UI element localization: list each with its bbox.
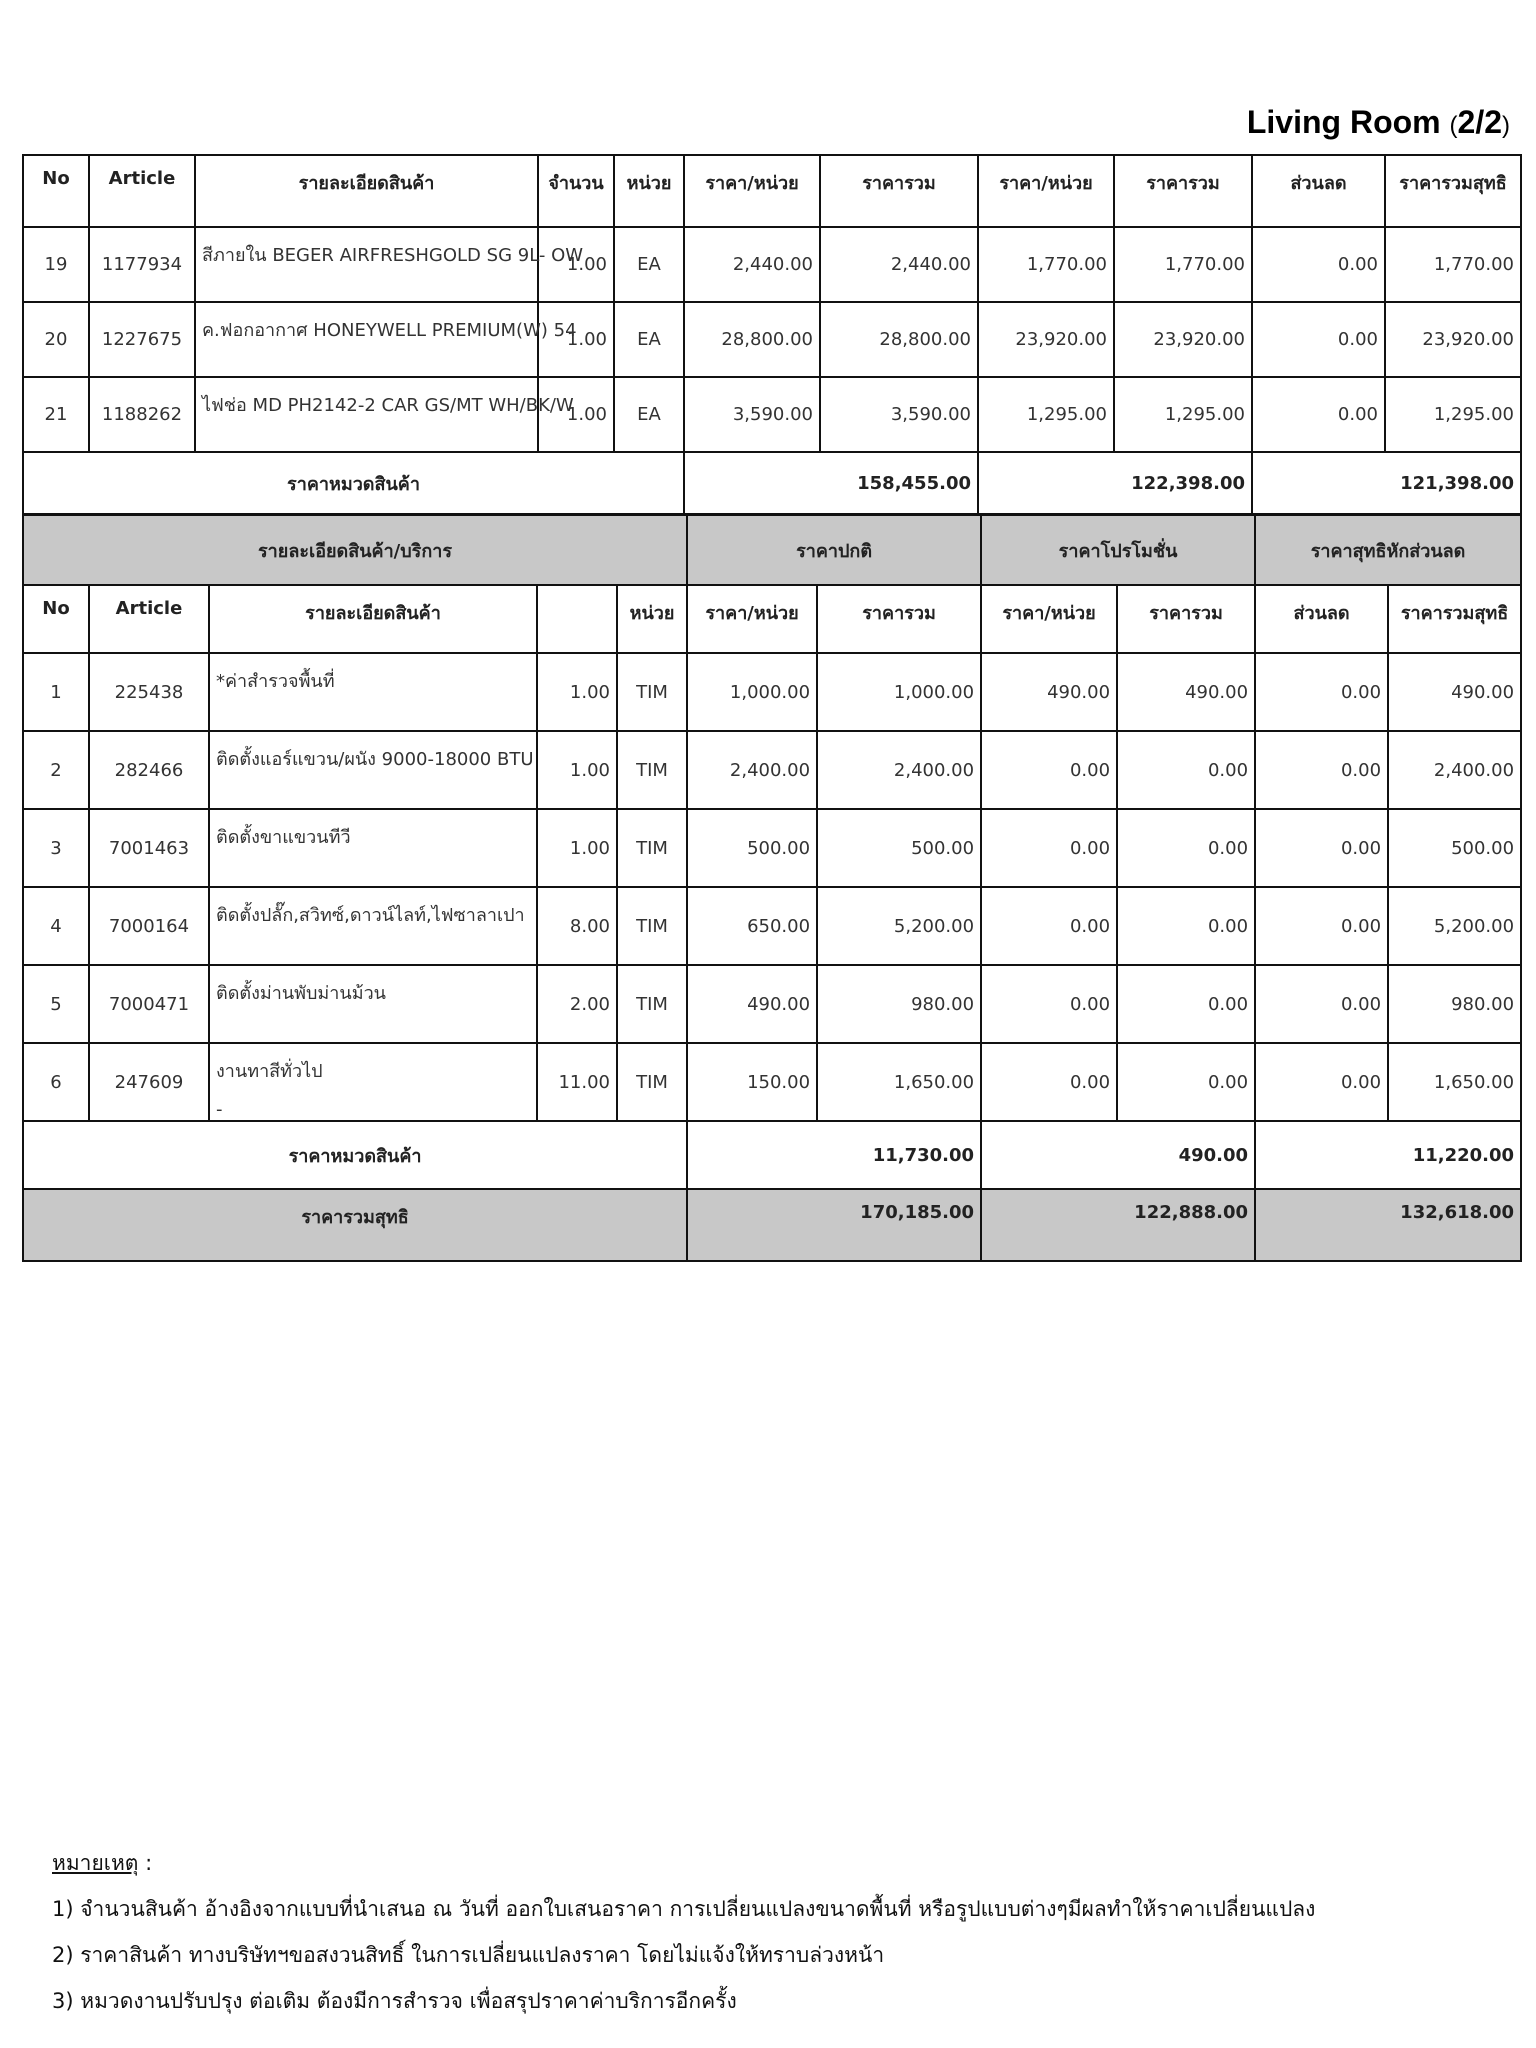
row-desc-line1: งานทาสีทั่วไป <box>216 1061 323 1082</box>
row-promo-total: 0.00 <box>1117 731 1255 809</box>
row-discount: 0.00 <box>1252 377 1385 452</box>
table-row <box>23 1043 1521 1121</box>
header-promo-unit-price: ราคา/หน่วย <box>978 155 1114 227</box>
header-discount: ส่วนลด <box>1255 585 1388 653</box>
title-main: Living Room <box>1246 104 1441 140</box>
row-desc <box>209 1043 537 1121</box>
row-promo-price: 23,920.00 <box>978 302 1114 377</box>
row-promo-total: 0.00 <box>1117 1043 1255 1121</box>
row-total: 1,000.00 <box>817 653 981 731</box>
row-total: 980.00 <box>817 965 981 1043</box>
header-desc: รายละเอียดสินค้า <box>209 585 537 653</box>
row-net: 1,650.00 <box>1388 1043 1521 1121</box>
header-unit-price: ราคา/หน่วย <box>687 585 817 653</box>
section-desc-header: รายละเอียดสินค้า/บริการ <box>23 515 687 585</box>
product-subtotal-label: ราคาหมวดสินค้า <box>23 452 684 514</box>
row-price: 2,440.00 <box>684 227 820 302</box>
header-total: ราคารวม <box>820 155 978 227</box>
header-qty-blank <box>537 585 617 653</box>
section-promo-header: ราคาโปรโมชั่น <box>981 515 1255 585</box>
row-promo-price: 0.00 <box>981 1043 1117 1121</box>
table-row <box>23 731 1521 809</box>
header-discount: ส่วนลด <box>1252 155 1385 227</box>
table-row <box>23 302 1521 377</box>
row-unit: TIM <box>617 887 687 965</box>
header-unit: หน่วย <box>617 585 687 653</box>
row-net: 490.00 <box>1388 653 1521 731</box>
row-price: 28,800.00 <box>684 302 820 377</box>
row-desc-line2: - <box>216 1099 223 1120</box>
table-row <box>23 965 1521 1043</box>
row-unit: TIM <box>617 653 687 731</box>
row-qty: 1.00 <box>537 653 617 731</box>
row-unit: TIM <box>617 965 687 1043</box>
row-net: 23,920.00 <box>1385 302 1521 377</box>
notes-colon: : <box>138 1851 153 1875</box>
row-no: 3 <box>23 809 89 887</box>
row-article: 1188262 <box>89 377 195 452</box>
row-total: 1,650.00 <box>817 1043 981 1121</box>
table-row <box>23 809 1521 887</box>
service-subtotal-regular: 11,730.00 <box>687 1121 981 1189</box>
row-qty: 11.00 <box>537 1043 617 1121</box>
note-line: 1) จำนวนสินค้า อ้างอิงจากแบบที่นำเสนอ ณ วันที่ ออกใบเสนอราคา การเปลี่ยนแปลงขนาดพื้นที่ หรือรูปแบบต่างๆมีผลทำให้ราคาเปลี่ยนแปลง <box>52 1897 1316 1921</box>
row-unit: TIM <box>617 1043 687 1121</box>
row-no: 21 <box>23 377 89 452</box>
row-article: 247609 <box>89 1043 209 1121</box>
row-qty: 1.00 <box>538 302 614 377</box>
row-promo-price: 490.00 <box>981 653 1117 731</box>
service-table <box>22 514 1522 1262</box>
product-table <box>22 154 1522 515</box>
service-subtotal-promo: 490.00 <box>981 1121 1255 1189</box>
row-unit: EA <box>614 302 684 377</box>
row-promo-total: 1,295.00 <box>1114 377 1252 452</box>
row-no: 5 <box>23 965 89 1043</box>
header-no: No <box>23 155 89 227</box>
row-promo-total: 1,770.00 <box>1114 227 1252 302</box>
title-page: 2/2 <box>1457 104 1502 140</box>
row-qty: 1.00 <box>538 377 614 452</box>
row-price: 150.00 <box>687 1043 817 1121</box>
product-subtotal-row <box>23 452 1521 514</box>
table-row <box>23 887 1521 965</box>
grand-total-promo: 122,888.00 <box>981 1189 1255 1261</box>
row-promo-price: 1,295.00 <box>978 377 1114 452</box>
row-price: 500.00 <box>687 809 817 887</box>
header-promo-total: ราคารวม <box>1117 585 1255 653</box>
row-desc: ไฟช่อ MD PH2142-2 CAR GS/MT WH/BK/W <box>195 377 538 452</box>
row-desc: ติดตั้งปลั๊ก,สวิทซ์,ดาวน์ไลท์,ไฟซาลาเปา <box>209 887 537 965</box>
row-promo-price: 0.00 <box>981 965 1117 1043</box>
row-qty: 8.00 <box>537 887 617 965</box>
row-article: 7000471 <box>89 965 209 1043</box>
header-total: ราคารวม <box>817 585 981 653</box>
row-no: 1 <box>23 653 89 731</box>
row-promo-total: 0.00 <box>1117 965 1255 1043</box>
header-promo-unit-price: ราคา/หน่วย <box>981 585 1117 653</box>
row-net: 1,770.00 <box>1385 227 1521 302</box>
row-total: 2,400.00 <box>817 731 981 809</box>
row-discount: 0.00 <box>1255 1043 1388 1121</box>
grand-total-regular: 170,185.00 <box>687 1189 981 1261</box>
row-unit: EA <box>614 227 684 302</box>
row-unit: EA <box>614 377 684 452</box>
row-net: 1,295.00 <box>1385 377 1521 452</box>
row-price: 650.00 <box>687 887 817 965</box>
row-article: 7001463 <box>89 809 209 887</box>
product-subtotal-net: 121,398.00 <box>1252 452 1521 514</box>
row-total: 2,440.00 <box>820 227 978 302</box>
row-article: 7000164 <box>89 887 209 965</box>
product-subtotal-promo: 122,398.00 <box>978 452 1252 514</box>
service-subtotal-label: ราคาหมวดสินค้า <box>23 1121 687 1189</box>
row-discount: 0.00 <box>1255 731 1388 809</box>
row-discount: 0.00 <box>1255 653 1388 731</box>
row-total: 500.00 <box>817 809 981 887</box>
section-regular-header: ราคาปกติ <box>687 515 981 585</box>
page-title: Living Room (2/2) <box>1246 104 1510 140</box>
header-no: No <box>23 585 89 653</box>
grand-total-label: ราคารวมสุทธิ <box>23 1189 687 1261</box>
row-qty: 1.00 <box>537 809 617 887</box>
row-price: 490.00 <box>687 965 817 1043</box>
header-promo-total: ราคารวม <box>1114 155 1252 227</box>
header-desc: รายละเอียดสินค้า <box>195 155 538 227</box>
row-discount: 0.00 <box>1252 227 1385 302</box>
header-article: Article <box>89 585 209 653</box>
row-qty: 2.00 <box>537 965 617 1043</box>
row-discount: 0.00 <box>1252 302 1385 377</box>
row-discount: 0.00 <box>1255 809 1388 887</box>
header-unit: หน่วย <box>614 155 684 227</box>
row-no: 20 <box>23 302 89 377</box>
row-promo-total: 23,920.00 <box>1114 302 1252 377</box>
header-net-total: ราคารวมสุทธิ <box>1385 155 1521 227</box>
product-header-row <box>23 155 1521 227</box>
row-desc: *ค่าสำรวจพื้นที่ <box>209 653 537 731</box>
header-unit-price: ราคา/หน่วย <box>684 155 820 227</box>
row-desc: สีภายใน BEGER AIRFRESHGOLD SG 9L- OW <box>195 227 538 302</box>
row-net: 500.00 <box>1388 809 1521 887</box>
notes-heading: หมายเหตุ <box>52 1851 139 1875</box>
row-qty: 1.00 <box>538 227 614 302</box>
row-total: 5,200.00 <box>817 887 981 965</box>
notes <box>52 1840 1315 2024</box>
row-discount: 0.00 <box>1255 887 1388 965</box>
row-no: 2 <box>23 731 89 809</box>
row-net: 2,400.00 <box>1388 731 1521 809</box>
row-discount: 0.00 <box>1255 965 1388 1043</box>
section-net-header: ราคาสุทธิหักส่วนลด <box>1255 515 1521 585</box>
row-promo-total: 0.00 <box>1117 809 1255 887</box>
row-promo-price: 0.00 <box>981 887 1117 965</box>
row-promo-total: 0.00 <box>1117 887 1255 965</box>
header-net-total: ราคารวมสุทธิ <box>1388 585 1521 653</box>
row-price: 1,000.00 <box>687 653 817 731</box>
row-qty: 1.00 <box>537 731 617 809</box>
row-no: 6 <box>23 1043 89 1121</box>
row-desc: ติดตั้งม่านพับม่านม้วน <box>209 965 537 1043</box>
row-total: 3,590.00 <box>820 377 978 452</box>
row-unit: TIM <box>617 731 687 809</box>
row-desc: ติดตั้งแอร์แขวน/ผนัง 9000-18000 BTU <box>209 731 537 809</box>
grand-total-net: 132,618.00 <box>1255 1189 1521 1261</box>
note-line: 2) ราคาสินค้า ทางบริษัทฯขอสงวนสิทธิ์ ในการเปลี่ยนแปลงราคา โดยไม่แจ้งให้ทราบล่วงหน้า <box>52 1943 885 1967</box>
row-total: 28,800.00 <box>820 302 978 377</box>
service-header-row <box>23 585 1521 653</box>
service-subtotal-net: 11,220.00 <box>1255 1121 1521 1189</box>
row-promo-price: 0.00 <box>981 809 1117 887</box>
service-section-header <box>23 515 1521 585</box>
row-price: 3,590.00 <box>684 377 820 452</box>
header-qty: จำนวน <box>538 155 614 227</box>
row-article: 1227675 <box>89 302 195 377</box>
row-net: 5,200.00 <box>1388 887 1521 965</box>
service-subtotal-row <box>23 1121 1521 1189</box>
row-unit: TIM <box>617 809 687 887</box>
note-line: 3) หมวดงานปรับปรุง ต่อเติม ต้องมีการสำรวจ เพื่อสรุปราคาค่าบริการอีกครั้ง <box>52 1989 737 2013</box>
table-row <box>23 227 1521 302</box>
row-price: 2,400.00 <box>687 731 817 809</box>
row-promo-price: 0.00 <box>981 731 1117 809</box>
row-no: 19 <box>23 227 89 302</box>
header-article: Article <box>89 155 195 227</box>
product-subtotal-regular: 158,455.00 <box>684 452 978 514</box>
row-promo-price: 1,770.00 <box>978 227 1114 302</box>
row-desc: ติดตั้งขาแขวนทีวี <box>209 809 537 887</box>
grand-total-row <box>23 1189 1521 1261</box>
row-article: 225438 <box>89 653 209 731</box>
table-row <box>23 653 1521 731</box>
row-net: 980.00 <box>1388 965 1521 1043</box>
row-article: 282466 <box>89 731 209 809</box>
row-no: 4 <box>23 887 89 965</box>
row-desc: ค.ฟอกอากาศ HONEYWELL PREMIUM(W) 54 <box>195 302 538 377</box>
table-row <box>23 377 1521 452</box>
row-promo-total: 490.00 <box>1117 653 1255 731</box>
row-article: 1177934 <box>89 227 195 302</box>
